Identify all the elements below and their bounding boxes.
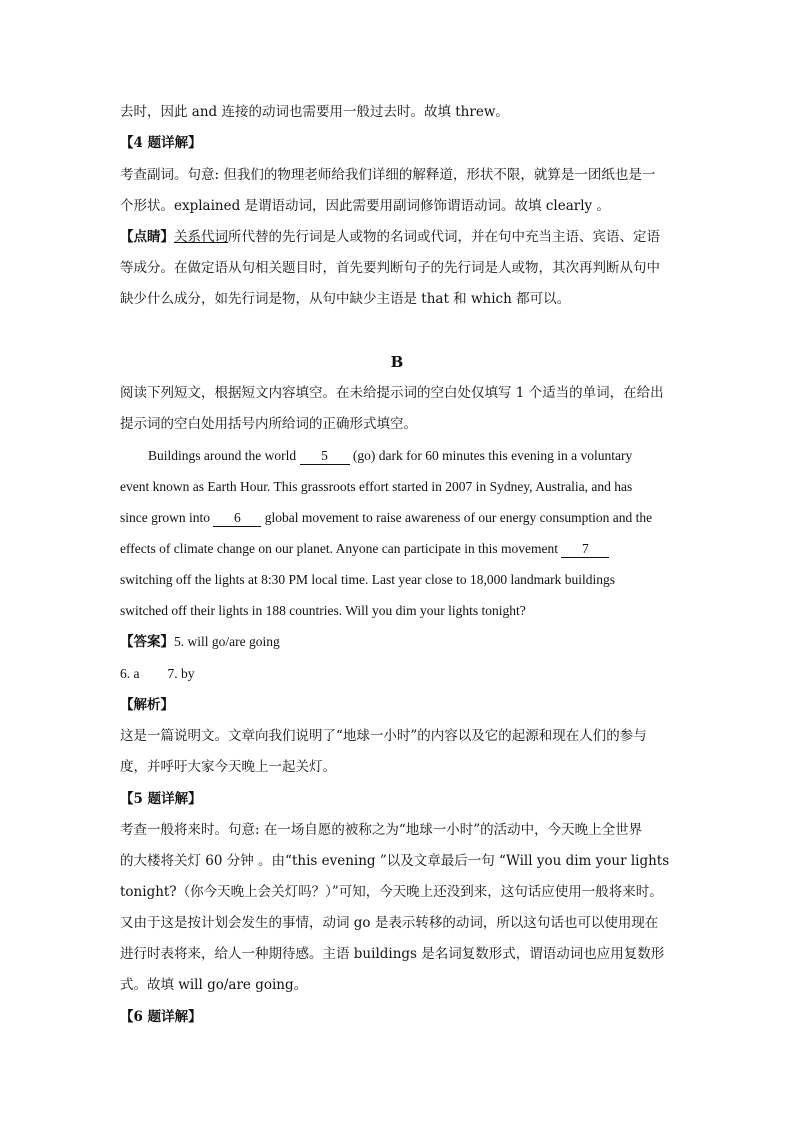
text-line: 这是一篇说明文。文章向我们说明了“地球一小时”的内容以及它的起源和现在人们的参与 — [120, 728, 647, 744]
text-line: tonight?（你今天晚上会关灯吗？）”可知，今天晚上还没到来，这句话应使用一般将来时。 — [120, 884, 663, 900]
text-line: 式。故填 will go/are going。 — [120, 977, 308, 993]
blank-6[interactable]: 6 — [213, 510, 261, 527]
passage-text: global movement to raise awareness of our energy consumption and the — [261, 510, 653, 525]
relative-pronoun-link[interactable]: 关系代词 — [174, 229, 228, 245]
text-line: 个形状。explained 是谓语动词，因此需要用副词修饰谓语动词。故填 clearly 。 — [120, 198, 610, 214]
text-line: 的大楼将关灯 60 分钟 。由“this evening ”以及文章最后一句 “Will you dim your lights — [120, 853, 670, 869]
passage-text: (go) dark for 60 minutes this evening in a voluntary — [349, 448, 633, 463]
text-line: 考查副词。句意: 但我们的物理老师给我们详细的解释道，形状不限，就算是一团纸也是一 — [120, 167, 656, 183]
blank-7[interactable]: 7 — [561, 541, 609, 558]
passage-line: switching off the lights at 8:30 PM local time. Last year close to 18,000 landmark buildings — [120, 572, 616, 587]
blank-5[interactable]: 5 — [300, 448, 350, 465]
tip-paragraph — [120, 228, 660, 246]
analysis-label: 【解析】 — [120, 697, 174, 713]
passage-line — [148, 447, 632, 465]
text-line: 进行时表将来，给人一种期待感。主语 buildings 是名词复数形式，谓语动词也应用复数形 — [120, 946, 665, 962]
passage-line — [120, 509, 652, 527]
passage-line — [120, 540, 609, 558]
section-heading-q5: 【5 题详解】 — [120, 791, 202, 807]
answer-line — [120, 633, 280, 651]
passage-text: Buildings around the world — [148, 448, 300, 463]
section-heading-q4: 【4 题详解】 — [120, 135, 202, 151]
tip-text: 所代替的先行词是人或物的名词或代词，并在句中充当主语、宾语、定语 — [228, 229, 660, 245]
section-b-title: B — [390, 353, 404, 371]
tip-label: 【点睛】 — [120, 229, 174, 245]
answer-6: 6. a — [120, 666, 140, 681]
answer-line — [120, 665, 195, 683]
answer-5: 5. will go/are going — [174, 634, 280, 649]
section-heading-q6: 【6 题详解】 — [120, 1009, 202, 1025]
answer-7: 7. by — [167, 666, 195, 681]
passage-text: effects of climate change on our planet. Anyone can participate in this movement — [120, 541, 562, 556]
text-line: 等成分。在做定语从句相关题目时，首先要判断句子的先行词是人或物，其次再判断从句中 — [120, 260, 660, 276]
text-line: 考查一般将来时。句意: 在一场自愿的被称之为“地球一小时”的活动中，今天晚上全世界 — [120, 822, 643, 838]
text-line: 度，并呼吁大家今天晚上一起关灯。 — [120, 759, 336, 775]
passage-line: switched off their lights in 188 countries. Will you dim your lights tonight? — [120, 603, 526, 618]
instruction-line: 阅读下列短文，根据短文内容填空。在未给提示词的空白处仅填写 1 个适当的单词，在给出 — [120, 385, 664, 401]
passage-text: since grown into — [120, 510, 214, 525]
text-line: 缺少什么成分，如先行词是物，从句中缺少主语是 that 和 which 都可以。 — [120, 291, 571, 307]
text-line: 去时，因此 and 连接的动词也需要用一般过去时。故填 threw。 — [120, 104, 509, 120]
text-line: 又由于这是按计划会发生的事情，动词 go 是表示转移的动词，所以这句话也可以使用现在 — [120, 915, 659, 931]
answer-label: 【答案】 — [120, 634, 174, 650]
passage-line: event known as Earth Hour. This grassroots effort started in 2007 in Sydney, Australia, and has — [120, 479, 633, 494]
instruction-line: 提示词的空白处用括号内所给词的正确形式填空。 — [120, 416, 417, 432]
